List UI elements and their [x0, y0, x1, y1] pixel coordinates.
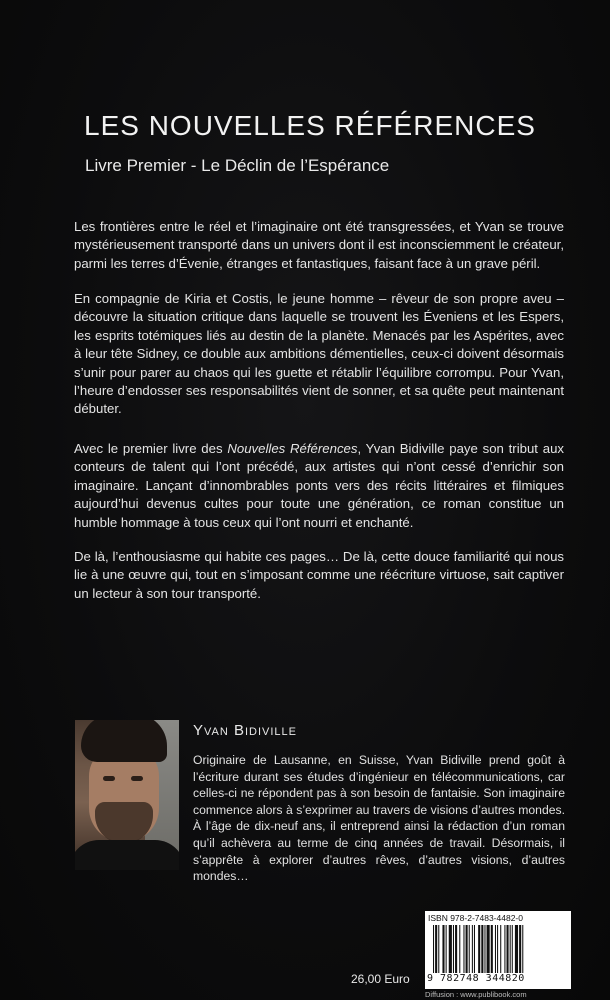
barcode-icon	[429, 925, 567, 973]
blurb-paragraph-3	[74, 440, 564, 532]
book-subtitle: Livre Premier - Le Déclin de l’Espérance	[85, 156, 390, 175]
isbn-label: ISBN 978-2-7483-4482-0	[428, 913, 523, 923]
series-name-italic: Nouvelles Références	[227, 441, 358, 456]
author-name: Yvan Bidiville	[193, 722, 297, 739]
book-title: LES NOUVELLES RÉFÉRENCES	[84, 110, 536, 141]
blurb-text-1: Les frontières entre le réel et l’imaginaire ont été transgressées, et Yvan se trouve mystérieusement transporté dans un univers dont il est inconsciemment le créateur, parmi les terres d’Évenie, étranges et fantastiques, faisant face à un grave péril.	[74, 219, 564, 271]
blurb-text-3b: , Yvan Bidiville paye son tribut aux conteurs de talent qui l’ont précédé, aux artistes qui n’ont cessé d’enrichir son imaginaire. Lançant d’innombrables ponts vers des récits littéraires et filmiques aujourd’hui devenus cultes pour toute une génération, ce roman constitue un humble hommage à tous ceux qui l’ont nourri et enchanté.	[74, 441, 564, 530]
price-label: 26,00 Euro	[351, 972, 410, 986]
barcode-digits: 9 782748 344820	[427, 973, 525, 984]
blurb-paragraph-1	[74, 218, 564, 273]
blurb-paragraph-4	[74, 548, 564, 603]
author-photo	[75, 720, 179, 870]
blurb-text-4: De là, l’enthousiasme qui habite ces pages… De là, cette douce familiarité qui nous lie à une œuvre qui, tout en s’imposant comme une réécriture virtuose, sait captiver un lecteur à son tour transporté.	[74, 549, 564, 601]
author-bio: Originaire de Lausanne, en Suisse, Yvan Bidiville prend goût à l’écriture durant ses études d’ingénieur en télécommunications, car celles-ci ne répondent pas à son besoin de fantaisie. Son imaginaire commence alors à s’exprimer au travers de visions d’autres mondes. À l’âge de dix-neuf ans, il entreprend ainsi la rédaction d’un roman qu’il achèvera au terme de cinq années de travail. Désormais, il s’apprête à explorer d’autres rêves, d’autres visions, d’autres mondes…	[193, 753, 565, 884]
barcode-panel	[425, 911, 571, 989]
blurb-text-2: En compagnie de Kiria et Costis, le jeune homme – rêveur de son propre aveu – découvre la situation critique dans laquelle se trouvent les Éveniens et les Espers, les esprits totémiques liés au destin de la planète. Menacés par les Aspérites, avec à leur tête Sidney, ce double aux ambitions démentielles, ceux-ci doivent désormais s’unir pour parer au chaos qui les guette et rétablir l’équilibre corrompu. Pour Yvan, l’heure d’endosser ses responsabilités vient de sonner, et sa quête peut maintenant débuter.	[74, 291, 564, 417]
blurb-paragraph-2	[74, 290, 564, 419]
blurb-text-3	[74, 440, 564, 532]
blurb-text-3a: Avec le premier livre des	[74, 441, 228, 456]
distributor-label: Diffusion : www.publibook.com	[425, 990, 527, 999]
